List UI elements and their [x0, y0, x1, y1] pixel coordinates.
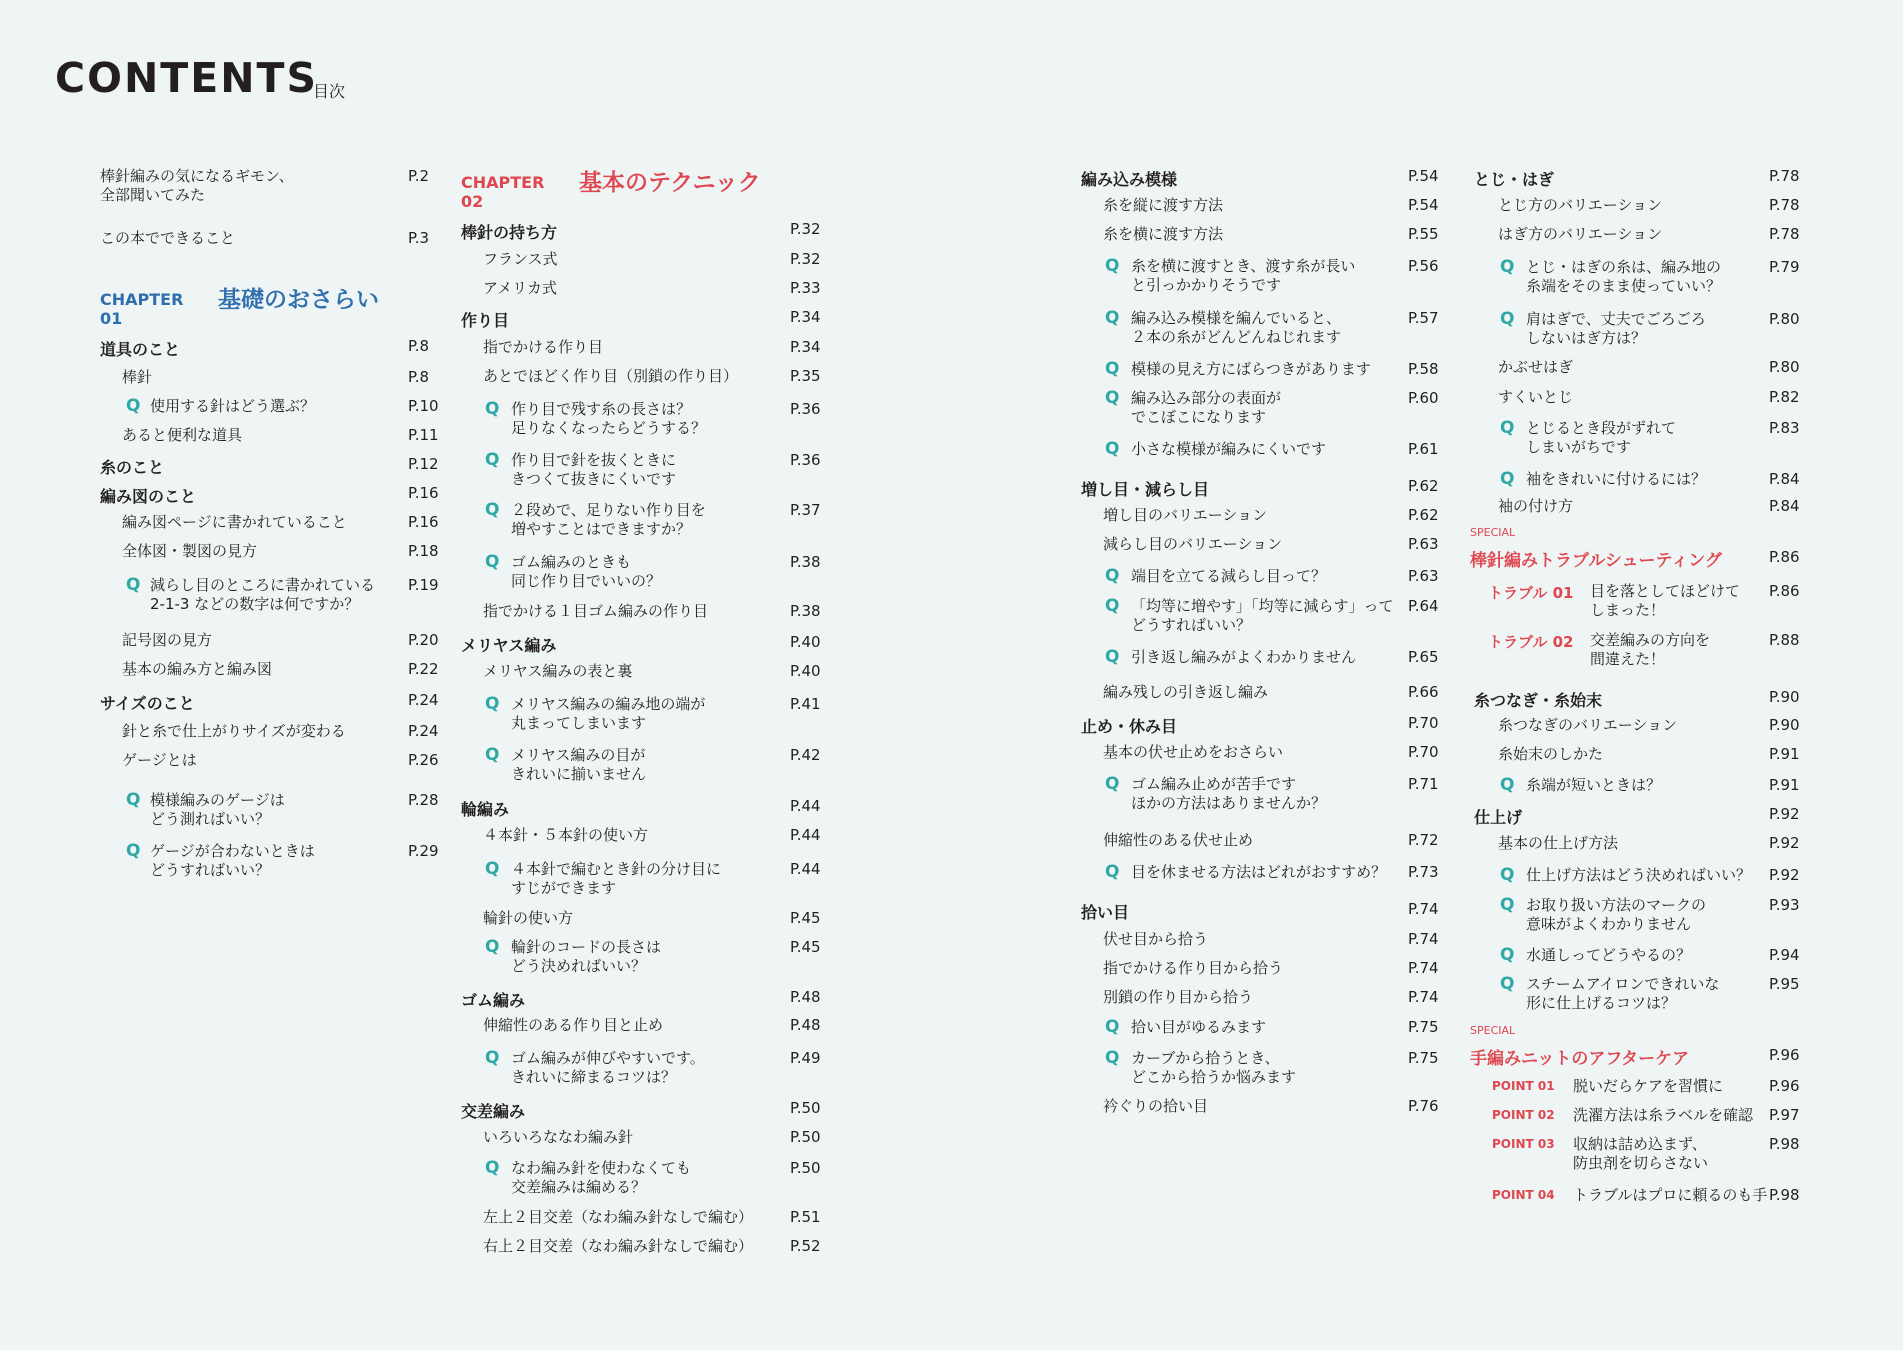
question-icon: Q	[1105, 596, 1120, 616]
page-number: P.92	[1769, 866, 1800, 884]
page-number: P.64	[1408, 597, 1439, 615]
page-number: P.37	[790, 501, 821, 519]
page-number: P.49	[790, 1049, 821, 1067]
entry-title: 伏せ目から拾う	[1103, 930, 1209, 948]
page-number: P.29	[408, 842, 439, 860]
entry-title: 編み図ページに書かれていること	[122, 513, 347, 531]
entry-title: アメリカ式	[483, 279, 557, 297]
entry-title: メリヤス編みの目が きれいに揃いません	[511, 746, 647, 783]
question-icon: Q	[1500, 865, 1515, 885]
entry-title: 右上２目交差（なわ編み針なしで編む）	[483, 1237, 754, 1255]
entry-title: 洗濯方法は糸ラベルを確認	[1573, 1106, 1754, 1124]
entry-title: フランス式	[483, 250, 558, 268]
entry-title: 糸端が短いときは？	[1526, 776, 1662, 794]
question-icon: Q	[485, 745, 500, 765]
question-icon: Q	[126, 575, 141, 595]
entry-title: 別鎖の作り目から拾う	[1103, 988, 1254, 1006]
page-number: P.32	[790, 250, 821, 268]
question-icon: Q	[485, 1158, 500, 1178]
entry-label: POINT 01	[1492, 1079, 1555, 1093]
entry-title: メリヤス編み	[461, 636, 557, 655]
question-icon: Q	[1105, 308, 1120, 328]
page-number: P.55	[1408, 225, 1439, 243]
question-icon: Q	[1105, 1017, 1120, 1037]
page-number: P.50	[790, 1099, 821, 1117]
question-icon: Q	[1105, 1048, 1120, 1068]
entry-title: 編み込み部分の表面が でこぼこになります	[1131, 389, 1282, 426]
entry-label: POINT 04	[1492, 1188, 1555, 1202]
page-number: P.93	[1769, 896, 1800, 914]
page-number: P.80	[1769, 358, 1800, 376]
entry-title: 拾い目	[1081, 903, 1130, 922]
entry-title: 棒針編みの気になるギモン、 全部聞いてみた	[100, 167, 294, 204]
page-number: P.44	[790, 860, 821, 878]
page-number: P.65	[1408, 648, 1439, 666]
entry-title: 糸を横に渡すとき、渡す糸が長い と引っかかりそうです	[1131, 257, 1356, 294]
page-number: P.92	[1769, 805, 1800, 823]
page-number: P.28	[408, 791, 439, 809]
page-number: P.44	[790, 797, 821, 815]
page-number: P.36	[790, 400, 821, 418]
entry-title: ２段めで、足りない作り目を 増やすことはできますか？	[511, 501, 706, 538]
entry-title: あると便利な道具	[122, 426, 243, 444]
entry-title: ゴム編みのときも 同じ作り目でいいの？	[511, 553, 662, 590]
page-number: P.76	[1408, 1097, 1439, 1115]
entry-title: 肩はぎで、丈夫でごろごろ しないはぎ方は？	[1526, 310, 1706, 347]
page-number: P.50	[790, 1159, 821, 1177]
page-number: P.61	[1408, 440, 1439, 458]
question-icon: Q	[1105, 359, 1120, 379]
page-number: P.60	[1408, 389, 1439, 407]
page-number: P.8	[408, 368, 430, 386]
page-number: P.90	[1769, 688, 1800, 706]
page-number: P.41	[790, 695, 821, 713]
page-number: P.57	[1408, 309, 1439, 327]
entry-title: 拾い目がゆるみます	[1131, 1018, 1267, 1036]
question-icon: Q	[485, 1048, 500, 1068]
entry-title: すくいとじ	[1498, 388, 1574, 406]
entry-title: 仕上げ方法はどう決めればいい？	[1526, 866, 1752, 884]
entry-title: 針と糸で仕上がりサイズが変わる	[122, 722, 346, 740]
page-number: P.62	[1408, 477, 1439, 495]
entry-title: メリヤス編みの編み地の端が 丸まってしまいます	[511, 695, 706, 732]
entry-title: サイズのこと	[100, 694, 195, 713]
page-number: P.3	[408, 229, 430, 247]
entry-title: 棒針の持ち方	[461, 223, 558, 242]
page-number: P.84	[1769, 497, 1800, 515]
entry-title: とじ・はぎ	[1474, 170, 1555, 189]
page-number: P.70	[1408, 743, 1439, 761]
entry-title: 収納は詰め込まず、 防虫剤を切らさない	[1573, 1135, 1709, 1172]
page-number: P.38	[790, 602, 821, 620]
page-number: P.24	[408, 722, 439, 740]
entry-title: 「均等に増やす」「均等に減らす」って どうすればいい？	[1131, 597, 1394, 634]
entry-title: 糸のこと	[100, 458, 165, 477]
page-number: P.26	[408, 751, 439, 769]
entry-title: 棒針	[122, 368, 153, 386]
page-number: P.75	[1408, 1049, 1439, 1067]
page-number: P.84	[1769, 470, 1800, 488]
page-number: P.96	[1769, 1077, 1800, 1095]
entry-title: 糸を縦に渡す方法	[1103, 196, 1224, 214]
entry-title: 作り目	[461, 311, 510, 330]
entry-title: ゴム編みが伸びやすいです。 きれいに締まるコツは？	[511, 1049, 705, 1086]
special-tag: SPECIAL	[1470, 526, 1516, 539]
page-number: P.74	[1408, 959, 1439, 977]
page-number: P.74	[1408, 988, 1439, 1006]
page-number: P.95	[1769, 975, 1800, 993]
chapter-title: 基礎のおさらい	[218, 287, 379, 313]
entry-title: とじるとき段がずれて しまいがちです	[1526, 419, 1677, 456]
page-number: P.12	[408, 455, 439, 473]
entry-title: 模様の見え方にばらつきがあります	[1131, 360, 1371, 378]
page-number: P.16	[408, 484, 439, 502]
question-icon: Q	[126, 841, 141, 861]
question-icon: Q	[1500, 309, 1515, 329]
entry-title: 小さな模様が編みにくいです	[1131, 440, 1327, 458]
entry-label: トラブル 01	[1488, 584, 1574, 602]
page-number: P.74	[1408, 900, 1439, 918]
entry-title: 指でかける作り目	[483, 338, 604, 356]
question-icon: Q	[485, 500, 500, 520]
entry-title: 糸始末のしかた	[1498, 745, 1604, 763]
page-number: P.70	[1408, 714, 1439, 732]
question-icon: Q	[1105, 774, 1120, 794]
page-number: P.45	[790, 909, 821, 927]
page-number: P.73	[1408, 863, 1439, 881]
question-icon: Q	[1500, 775, 1515, 795]
entry-title: トラブルはプロに頼るのも手	[1573, 1186, 1768, 1204]
entry-label: トラブル 02	[1488, 633, 1574, 651]
page-number: P.79	[1769, 258, 1800, 276]
entry-title: とじ方のバリエーション	[1498, 196, 1663, 214]
page-number: P.2	[408, 167, 430, 185]
page-number: P.34	[790, 308, 821, 326]
page-number: P.56	[1408, 257, 1439, 275]
entry-title: 目を落としてほどけて しまった！	[1590, 582, 1741, 619]
question-icon: Q	[1105, 647, 1120, 667]
entry-title: 道具のこと	[100, 340, 181, 359]
question-icon: Q	[1500, 418, 1515, 438]
page-number: P.88	[1769, 631, 1800, 649]
entry-title: ゲージとは	[122, 751, 197, 769]
entry-title: なわ編み針を使わなくても 交差編みは編める？	[511, 1159, 692, 1196]
page-number: P.80	[1769, 310, 1800, 328]
entry-title: 増し目のバリエーション	[1103, 506, 1268, 524]
page-subtitle: 目次	[313, 82, 346, 101]
page-number: P.33	[790, 279, 821, 297]
entry-title: スチームアイロンできれいな 形に仕上げるコツは？	[1526, 975, 1720, 1012]
entry-title: 記号図の見方	[122, 631, 213, 649]
entry-title: お取り扱い方法のマークの 意味がよくわかりません	[1526, 896, 1707, 933]
entry-title: 作り目で残す糸の長さは？ 足りなくなったらどうする？	[511, 400, 707, 437]
page-number: P.50	[790, 1128, 821, 1146]
question-icon: Q	[485, 552, 500, 572]
question-icon: Q	[1500, 974, 1515, 994]
entry-label: POINT 02	[1492, 1108, 1555, 1122]
question-icon: Q	[1105, 439, 1120, 459]
entry-title: 基本の仕上げ方法	[1498, 834, 1619, 852]
page-number: P.42	[790, 746, 821, 764]
entry-title: 引き返し編みがよくわかりません	[1131, 648, 1357, 666]
page-number: P.34	[790, 338, 821, 356]
page-number: P.35	[790, 367, 821, 385]
page-title: CONTENTS	[55, 54, 319, 102]
chapter-label: CHAPTER 02	[461, 173, 545, 211]
entry-title: 指でかける１目ゴム編みの作り目	[483, 602, 709, 620]
question-icon: Q	[1105, 388, 1120, 408]
page-number: P.91	[1769, 745, 1800, 763]
entry-title: かぶせはぎ	[1498, 358, 1574, 376]
entry-title: 交差編みの方向を 間違えた！	[1590, 631, 1711, 668]
page-number: P.38	[790, 553, 821, 571]
page-number: P.71	[1408, 775, 1439, 793]
entry-title: ４本針・５本針の使い方	[483, 826, 649, 844]
page-number: P.66	[1408, 683, 1439, 701]
page-number: P.63	[1408, 535, 1439, 553]
page-number: P.54	[1408, 167, 1439, 185]
entry-title: 袖の付け方	[1498, 497, 1574, 515]
page-number: P.36	[790, 451, 821, 469]
entry-title: 輪針の使い方	[483, 909, 574, 927]
page-number: P.62	[1408, 506, 1439, 524]
question-icon: Q	[126, 396, 141, 416]
entry-title: 衿ぐりの拾い目	[1103, 1097, 1209, 1115]
entry-title: 減らし目のところに書かれている 2-1-3 などの数字は何ですか？	[150, 576, 376, 613]
page-number: P.58	[1408, 360, 1439, 378]
page-number: P.22	[408, 660, 439, 678]
entry-title: 交差編み	[461, 1102, 526, 1121]
page-number: P.78	[1769, 225, 1800, 243]
entry-title: 伸縮性のある伏せ止め	[1103, 831, 1254, 849]
page-number: P.72	[1408, 831, 1439, 849]
page-number: P.20	[408, 631, 439, 649]
page-number: P.10	[408, 397, 439, 415]
question-icon: Q	[1500, 895, 1515, 915]
entry-title: いろいろななわ編み針	[483, 1128, 634, 1146]
entry-title: 伸縮性のある作り目と止め	[483, 1016, 664, 1034]
entry-title: ゴム編み	[461, 991, 526, 1010]
entry-title: 目を休ませる方法はどれがおすすめ？	[1131, 863, 1387, 881]
question-icon: Q	[485, 937, 500, 957]
page-number: P.97	[1769, 1106, 1800, 1124]
entry-title: 編み込み模様を編んでいると、 ２本の糸がどんどんねじれます	[1131, 309, 1342, 346]
question-icon: Q	[485, 859, 500, 879]
page-number: P.45	[790, 938, 821, 956]
page-number: P.98	[1769, 1135, 1800, 1153]
entry-title: 袖をきれいに付けるには？	[1526, 470, 1707, 488]
page-number: P.19	[408, 576, 439, 594]
entry-title: 水通しってどうやるの？	[1526, 946, 1692, 964]
page-number: P.96	[1769, 1046, 1800, 1064]
page-number: P.74	[1408, 930, 1439, 948]
page-number: P.83	[1769, 419, 1800, 437]
entry-title: 減らし目のバリエーション	[1103, 535, 1283, 553]
entry-title: 模様編みのゲージは どう測ればいい？	[150, 791, 285, 828]
page-number: P.94	[1769, 946, 1800, 964]
page-number: P.78	[1769, 196, 1800, 214]
page-number: P.75	[1408, 1018, 1439, 1036]
page-number: P.8	[408, 337, 430, 355]
entry-title: メリヤス編みの表と裏	[483, 662, 633, 680]
entry-label: POINT 03	[1492, 1137, 1555, 1151]
page-number: P.24	[408, 691, 439, 709]
entry-title: はぎ方のバリエーション	[1498, 225, 1663, 243]
entry-title: 端目を立てる減らし目って？	[1131, 567, 1327, 585]
page-number: P.78	[1769, 167, 1800, 185]
entry-title: 編み込み模様	[1081, 170, 1178, 189]
page-number: P.92	[1769, 834, 1800, 852]
entry-title: 使用する針はどう選ぶ？	[150, 397, 316, 415]
page-number: P.40	[790, 633, 821, 651]
entry-title: 糸を横に渡す方法	[1103, 225, 1224, 243]
page-number: P.40	[790, 662, 821, 680]
chapter-label: CHAPTER 01	[100, 290, 184, 328]
question-icon: Q	[1105, 256, 1120, 276]
page-number: P.86	[1769, 548, 1800, 566]
question-icon: Q	[126, 790, 141, 810]
page-number: P.98	[1769, 1186, 1800, 1204]
chapter-title: 基本のテクニック	[579, 170, 761, 196]
page-number: P.48	[790, 988, 821, 1006]
page-number: P.86	[1769, 582, 1800, 600]
page-number: P.44	[790, 826, 821, 844]
question-icon: Q	[485, 399, 500, 419]
entry-title: ゴム編み止めが苦手です ほかの方法はありませんか？	[1131, 775, 1327, 812]
entry-title: 編み残しの引き返し編み	[1103, 683, 1269, 701]
entry-title: とじ・はぎの糸は、編み地の 糸端をそのまま使っていい？	[1526, 258, 1722, 295]
question-icon: Q	[1500, 469, 1515, 489]
entry-title: 左上２目交差（なわ編み針なしで編む）	[483, 1208, 754, 1226]
entry-title: ゲージが合わないときは どうすればいい？	[150, 842, 315, 879]
special-title: 手編みニットのアフターケア	[1470, 1049, 1690, 1069]
entry-title: 糸つなぎ・糸始末	[1474, 691, 1603, 710]
page-number: P.91	[1769, 776, 1800, 794]
question-icon: Q	[485, 694, 500, 714]
page-number: P.51	[790, 1208, 821, 1226]
page-number: P.52	[790, 1237, 821, 1255]
question-icon: Q	[485, 450, 500, 470]
entry-title: 糸つなぎのバリエーション	[1498, 716, 1678, 734]
entry-title: 指でかける作り目から拾う	[1103, 959, 1284, 977]
page-number: P.32	[790, 220, 821, 238]
entry-title: 脱いだらケアを習慣に	[1573, 1077, 1724, 1095]
special-title: 棒針編みトラブルシューティング	[1470, 551, 1722, 571]
question-icon: Q	[1500, 257, 1515, 277]
entry-title: 輪針のコードの長さは どう決めればいい？	[511, 938, 662, 975]
entry-title: 仕上げ	[1474, 808, 1523, 827]
entry-title: ４本針で編むとき針の分け目に すじができます	[511, 860, 722, 897]
page-number: P.48	[790, 1016, 821, 1034]
entry-title: カーブから拾うとき、 どこから拾うか悩みます	[1131, 1049, 1297, 1086]
entry-title: この本でできること	[100, 229, 236, 247]
page-number: P.90	[1769, 716, 1800, 734]
entry-title: 止め・休み目	[1081, 717, 1178, 736]
page-number: P.18	[408, 542, 439, 560]
page-number: P.63	[1408, 567, 1439, 585]
entry-title: 基本の編み方と編み図	[122, 660, 273, 678]
special-tag: SPECIAL	[1470, 1024, 1516, 1037]
entry-title: 全体図・製図の見方	[122, 542, 258, 560]
question-icon: Q	[1500, 945, 1515, 965]
question-icon: Q	[1105, 862, 1120, 882]
entry-title: あとでほどく作り目（別鎖の作り目）	[483, 367, 739, 385]
entry-title: 輪編み	[461, 800, 510, 819]
page-number: P.11	[408, 426, 439, 444]
entry-title: 編み図のこと	[100, 487, 197, 506]
entry-title: 増し目・減らし目	[1081, 480, 1210, 499]
question-icon: Q	[1105, 566, 1120, 586]
page-number: P.82	[1769, 388, 1800, 406]
entry-title: 作り目で針を抜くときに きつくて抜きにくいです	[511, 451, 677, 488]
page-number: P.16	[408, 513, 439, 531]
page-number: P.54	[1408, 196, 1439, 214]
entry-title: 基本の伏せ止めをおさらい	[1103, 743, 1284, 761]
